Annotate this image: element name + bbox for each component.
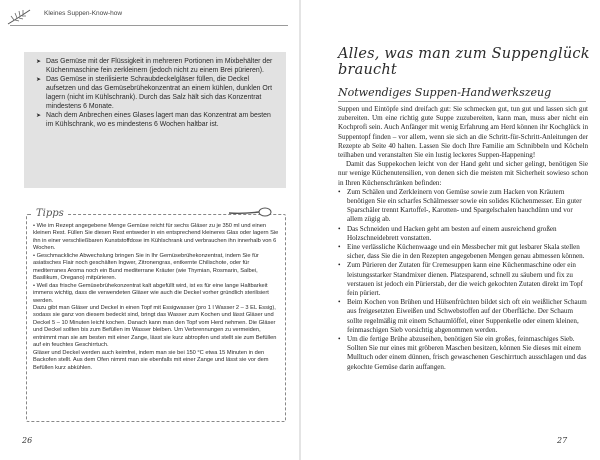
list-item-text: Um die fertige Brühe abzuseihen, benötigen Sie ein großes, feinmaschiges Sieb. Sollten Sie nur eines mit gröberen Maschen besitzen, können Sie dieses mit einem Mulltuch oder einem dünnen, frisch gewaschenen Geschirrtuch ausschlagen und das gekochte Gemüse darin auffangen. — [347, 335, 587, 371]
utensil-list — [338, 188, 588, 372]
bullet-icon: • — [338, 335, 341, 344]
subtitle-rule — [338, 101, 586, 102]
spoon-icon — [227, 205, 273, 219]
list-item — [338, 335, 588, 372]
tip-paragraph: Dazu gibt man Gläser und Deckel in einen Topf mit Essigwasser (pro 1 l Wasser 2 – 3 EL Essig), sodass sie ganz von diesem bedeckt sind, bringt das Wasser zum Kochen und lässt Gläser und Deckel 5 – 10 Minuten leicht kochen. Danach kann man den Topf vom Herd nehmen. Die Gläser und Deckel sollten bis zum Befüllen im Wasser bleiben. Um Verbrennungen zu vermeiden, entnimmt man sie am besten mit einer Zange, lässt sie kurz abtropfen und stellt sie zum Befüllen auf ein feuchtes Geschirrtuch. — [33, 304, 277, 349]
list-item — [338, 298, 588, 335]
instruction-item — [36, 58, 276, 76]
arrow-bullet-icon: ➤ — [36, 77, 42, 84]
body-text — [338, 105, 588, 372]
running-header: Kleines Suppen-Know-how — [44, 10, 123, 17]
tip-paragraph: • Wie im Rezept angegebene Menge Gemüse reicht für sechs Gläser zu je 350 ml und einen kleinen Rest. Füllen Sie diesen Rest entweder in ein entsprechend kleineres Glas oder lagern Sie ihn in einer verschließbaren Kunststoffdose im Kühlschrank und verbrauchen ihn innerhalb von 6 Wochen. — [33, 223, 279, 252]
list-item-text: Das Schneiden und Hacken geht am besten auf einem ausreichend großen Holzschneidebrett vonstatten. — [347, 224, 557, 242]
tips-heading: Tipps — [33, 208, 67, 219]
list-item — [338, 188, 588, 225]
page-number-right: 27 — [557, 436, 568, 445]
tip-paragraph: Gläser und Deckel werden auch keimfrei, indem man sie bei 150 °C etwa 15 Minuten in den Backofen stellt. Aus dem Ofen nimmt man sie ebenfalls mit einer Zange und lässt sie vor dem Befüllen kurz abkühlen. — [33, 349, 269, 371]
bullet-icon: • — [338, 224, 341, 233]
arrow-bullet-icon: ➤ — [36, 113, 42, 120]
bullet-icon: • — [338, 298, 341, 307]
header-rule — [10, 25, 288, 26]
section-subtitle: Notwendiges Suppen-Handwerkszeug — [338, 86, 552, 99]
page-number-left: 26 — [22, 436, 33, 445]
instruction-item — [36, 76, 276, 112]
instruction-text: Das Gemüse in sterilisierte Schraubdeckelgläser füllen, die Deckel aufsetzen und das Gemüsebrühekonzentrat an einem kühlen, dunklen Ort lagern (nicht im Kühlschrank). Durch das Salz hält sich das Konzentrat mindestens 6 Monate. — [46, 76, 273, 111]
instruction-text: Das Gemüse mit der Flüssigkeit in mehreren Portionen im Mixbehälter der Küchenmaschine fein zerkleinern (jedoch nicht zu einem Brei pürieren). — [46, 58, 273, 74]
tips-box — [26, 208, 286, 422]
tips-body — [33, 223, 279, 372]
list-item-text: Beim Kochen von Brühen und Hülsenfrüchten bildet sich oft ein weißlicher Schaum aus freigesetzten Eiweißen und Schwebstoffen auf der Oberfläche. Der Schaum sollte regelmäßig mit einem Schaumlöffel, einer Suppenkelle oder einem kleinen, feinmaschigen Sieb vorsichtig abgenommen werden. — [347, 298, 587, 334]
list-item-text: Zum Pürieren der Zutaten für Cremesuppen kann eine Küchenmaschine oder ein leistungsstarker Standmixer dienen. Platzsparend, schnell zu säubern und fix zu verstauen ist jedoch ein Pürierstab, der die weich gekochten Zutaten direkt im Topf fein püriert. — [347, 261, 583, 298]
list-item-text: Zum Schälen und Zerkleinern von Gemüse sowie zum Hacken von Kräutern benötigen Sie ein scharfes Schälmesser sowie ein solides Küchenmesser. Ein guter Sparschäler trennt Kartoffel-, Karotten- und Spargelschalen hauchdünn und vor allem zügig ab. — [347, 187, 582, 224]
instruction-list — [24, 52, 286, 130]
body-paragraph: Damit das Suppekochen leicht von der Hand geht und sicher gelingt, benötigen Sie nur wenige Küchenutensilien, von denen sich die meisten mit Sicherheit sowieso schon in Ihren Küchenschränken befinden: — [338, 160, 588, 187]
tip-paragraph: • Weil das frische Gemüsebrühekonzentrat kalt abgefüllt wird, ist es für eine lange Haltbarkeit immens wichtig, dass die verwendeten Gläser wie auch die Deckel vorher gründlich sterilisiert werden. — [33, 282, 269, 304]
arrow-bullet-icon: ➤ — [36, 59, 42, 65]
list-item-text: Eine verlässliche Küchenwaage und ein Messbecher mit gut lesbarer Skala stellen sicher, dass Sie die in den Rezepten angegebenen Mengen genau abmessen können. — [347, 243, 585, 261]
instruction-box — [24, 52, 286, 188]
list-item — [338, 225, 588, 243]
bullet-icon: • — [338, 243, 341, 252]
intro-paragraph: Suppen und Eintöpfe sind dreifach gut: Sie schmecken gut, tun gut und lassen sich gut zubereiten. Um eine richtig gute Suppe zuzubereiten, kann man, muss aber nicht ein Kochprofi sein. Auch Anfänger mit wenig Erfahrung am Herd können ihr Kochglück in Suppentopf finden – vor allem, wenn sie sich an die Schritt-für-Schritt-Anleitungen der Rezepte ab Seite 40 halten. Lassen Sie doch Ihre Familie am Schnibbeln und Köcheln teilhaben und veranstalten Sie ein lustig leckeres Suppen-Happening! — [338, 105, 588, 160]
list-item — [338, 243, 588, 261]
list-item — [338, 261, 588, 298]
chapter-title: Alles, was man zum Suppenglück braucht — [338, 46, 590, 78]
instruction-text: Nach dem Anbrechen eines Glases lagert man das Konzentrat am besten im Kühlschrank, wo es mindestens 6 Wochen haltbar ist. — [46, 112, 271, 129]
gutter — [299, 0, 301, 460]
bullet-icon: • — [338, 261, 341, 270]
tip-paragraph: • Geschmackliche Abwechslung bringen Sie in Ihr Gemüsebrühekonzentrat, indem Sie für asiatisches Flair noch geschälten Ingwer, Zitronengras, entkernte Chilischote, oder für mediterranes Aroma noch ein Bund mediterrane Kräuter (wie Thymian, Rosmarin, Salbei, Basilikum, Oregano) mitpürieren. — [33, 252, 259, 282]
bullet-icon: • — [338, 187, 341, 196]
herb-logo-icon — [6, 8, 32, 26]
instruction-item — [36, 112, 276, 130]
